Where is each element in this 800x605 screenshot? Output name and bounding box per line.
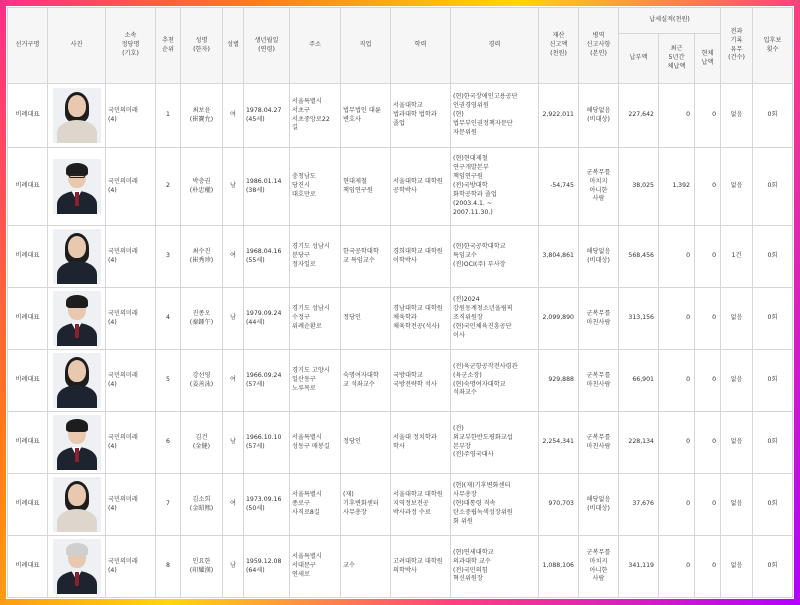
party-cell: 국민의미래 (4) [106,84,156,148]
gender-cell: 남 [223,536,244,598]
order-cell: 5 [156,350,181,412]
career-cell: (현)연세대학교 의과대학 교수 (전)국민의힘 혁신위원장 [451,536,539,598]
photo-cell [48,350,106,412]
photo-cell [48,412,106,474]
birth-cell: 1986.01.14 (38세) [244,148,290,226]
tax-paid-cell: 568,456 [619,226,659,288]
criminal-cell: 없음 [721,148,753,226]
education-cell: 국방대학교 국방전략학 석사 [391,350,451,412]
birth-cell: 1959.12.08 (64세) [244,536,290,598]
address-cell: 경기도 고양시 일산동구 노루목로 [290,350,341,412]
candidate-photo [53,539,101,594]
birth-cell: 1979.09.24 (44세) [244,288,290,350]
education-cell: 서울대학교 대학원 지역정보전공 박사과정 수료 [391,474,451,536]
assets-cell: -54,745 [539,148,579,226]
tax-recent-cell: 0 [659,474,695,536]
header-address: 주소 [290,8,341,84]
tax-current-cell: 0 [695,288,721,350]
candidate-photo [53,291,101,346]
photo-cell [48,536,106,598]
tax-paid-cell: 37,676 [619,474,659,536]
order-cell: 2 [156,148,181,226]
gender-cell: 여 [223,474,244,536]
criminal-cell: 없음 [721,536,753,598]
header-runs: 입후보 횟수 [753,8,793,84]
party-cell: 국민의미래 (4) [106,288,156,350]
header-career: 경력 [451,8,539,84]
header-job: 직업 [341,8,391,84]
header-photo: 사진 [48,8,106,84]
name-cell: 김건 (金健) [181,412,223,474]
address-cell: 경기도 성남시 수정구 위례순환로 [290,288,341,350]
job-cell: 현대제철 책임연구원 [341,148,391,226]
education-cell: 서울대학교 법과대학 법학과 졸업 [391,84,451,148]
tax-recent-cell: 0 [659,412,695,474]
assets-cell: 2,922,011 [539,84,579,148]
photo-cell [48,226,106,288]
assets-cell: 929,888 [539,350,579,412]
education-cell: 서울대학교 대학원 공학박사 [391,148,451,226]
tax-paid-cell: 228,134 [619,412,659,474]
candidate-photo [53,159,101,214]
job-cell: (재) 기후변화센터 사무총장 [341,474,391,536]
table-row [8,226,793,288]
tax-current-cell: 0 [695,412,721,474]
header-gender: 성별 [223,8,244,84]
gender-cell: 여 [223,84,244,148]
tax-paid-cell: 227,642 [619,84,659,148]
criminal-cell: 없음 [721,412,753,474]
district-cell: 비례대표 [8,148,48,226]
gender-cell: 남 [223,148,244,226]
table-row [8,536,793,598]
military-cell: 군복무를 마친사람 [579,288,619,350]
table-row [8,84,793,148]
runs-cell: 0회 [753,350,793,412]
career-cell: (전) 외교부한반도평화교섭 본부장 (전)주영국대사 [451,412,539,474]
tax-current-cell: 0 [695,350,721,412]
gender-cell: 여 [223,226,244,288]
party-cell: 국민의미래 (4) [106,148,156,226]
header-district: 선거구명 [8,8,48,84]
header-order: 추천 순위 [156,8,181,84]
tax-paid-cell: 66,901 [619,350,659,412]
criminal-cell: 없음 [721,474,753,536]
header-birth: 생년월일 (연령) [244,8,290,84]
education-cell: 경희대학교 대학원 이학박사 [391,226,451,288]
tax-recent-cell: 0 [659,84,695,148]
order-cell: 1 [156,84,181,148]
gender-cell: 남 [223,412,244,474]
header-tax-recent: 최근 5년간 체납액 [659,34,695,84]
education-cell: 경남대학교 대학원 체육학과 체육학전공(석사) [391,288,451,350]
table-row [8,350,793,412]
military-cell: 해당없음 (비대상) [579,226,619,288]
district-cell: 비례대표 [8,350,48,412]
assets-cell: 2,099,890 [539,288,579,350]
party-cell: 국민의미래 (4) [106,226,156,288]
career-cell: (전)2024 강원동계청소년올림픽 조직위원장 (현)국민체육진흥공단 이사 [451,288,539,350]
header-tax-paid: 납부액 [619,34,659,84]
job-cell: 교수 [341,536,391,598]
education-cell: 서울대 정치학과 학사 [391,412,451,474]
tax-paid-cell: 38,025 [619,148,659,226]
table-row [8,412,793,474]
party-cell: 국민의미래 (4) [106,350,156,412]
district-cell: 비례대표 [8,536,48,598]
birth-cell: 1966.09.24 (57세) [244,350,290,412]
runs-cell: 0회 [753,412,793,474]
address-cell: 충청남도 당진시 대호만로 [290,148,341,226]
assets-cell: 970,703 [539,474,579,536]
tax-recent-cell: 0 [659,350,695,412]
order-cell: 3 [156,226,181,288]
tax-current-cell: 0 [695,226,721,288]
candidate-table [7,7,793,598]
order-cell: 4 [156,288,181,350]
order-cell: 6 [156,412,181,474]
candidate-sheet [6,6,794,599]
header-education: 학력 [391,8,451,84]
address-cell: 경기도 성남시 분당구 정자일로 [290,226,341,288]
military-cell: 군복무를 마치지 아니한 사람 [579,148,619,226]
runs-cell: 0회 [753,148,793,226]
header-tax-current: 현체 납액 [695,34,721,84]
header-military: 병역 신고사항 (본인) [579,8,619,84]
gender-cell: 남 [223,288,244,350]
table-row [8,474,793,536]
address-cell: 서울특별시 종로구 사직로8길 [290,474,341,536]
career-cell: (현)한국공학대학교 특임교수 (전)OCI(주) 부사장 [451,226,539,288]
runs-cell: 0회 [753,226,793,288]
assets-cell: 2,254,341 [539,412,579,474]
career-cell: (현)한국장애인고용공단 인권경영위원 (현) 법무부인권정책자문단 자문위원 [451,84,539,148]
tax-paid-cell: 341,119 [619,536,659,598]
tax-current-cell: 0 [695,474,721,536]
military-cell: 해당없음 (비대상) [579,474,619,536]
tax-recent-cell: 1,392 [659,148,695,226]
address-cell: 서울특별시 서대문구 연세로 [290,536,341,598]
district-cell: 비례대표 [8,474,48,536]
candidate-photo [53,353,101,408]
tax-paid-cell: 313,156 [619,288,659,350]
runs-cell: 0회 [753,536,793,598]
address-cell: 서울특별시 성동구 매봉길 [290,412,341,474]
birth-cell: 1978.04.27 (45세) [244,84,290,148]
job-cell: 숙명여자대학 교 석좌교수 [341,350,391,412]
name-cell: 김소희 (金昭熙) [181,474,223,536]
military-cell: 군복무를 마치지 아니한 사람 [579,536,619,598]
header-tax-group: 납세실적(천원) [619,8,721,34]
district-cell: 비례대표 [8,84,48,148]
candidate-photo [53,229,101,284]
order-cell: 7 [156,474,181,536]
header-assets: 재산 신고액 (천원) [539,8,579,84]
criminal-cell: 없음 [721,84,753,148]
birth-cell: 1973.09.16 (50세) [244,474,290,536]
job-cell: 한국공학대학 교 특임교수 [341,226,391,288]
district-cell: 비례대표 [8,288,48,350]
name-cell: 진종오 (秦鍾午) [181,288,223,350]
job-cell: 정당인 [341,288,391,350]
military-cell: 군복무를 마친사람 [579,350,619,412]
party-cell: 국민의미래 (4) [106,412,156,474]
party-cell: 국민의미래 (4) [106,536,156,598]
criminal-cell: 없음 [721,350,753,412]
runs-cell: 0회 [753,288,793,350]
job-cell: 정당인 [341,412,391,474]
criminal-cell: 1건 [721,226,753,288]
tax-recent-cell: 0 [659,536,695,598]
candidate-photo [53,477,101,532]
address-cell: 서울특별시 서초구 서초중앙로22 길 [290,84,341,148]
header-party: 소속 정당명 (기호) [106,8,156,84]
table-row [8,288,793,350]
table-row [8,148,793,226]
birth-cell: 1966.10.10 (57세) [244,412,290,474]
tax-current-cell: 0 [695,536,721,598]
candidate-photo [53,88,101,143]
military-cell: 군복무를 마친사람 [579,412,619,474]
runs-cell: 0회 [753,474,793,536]
name-cell: 박충권 (朴忠權) [181,148,223,226]
assets-cell: 1,088,106 [539,536,579,598]
name-cell: 강선영 (姜善泳) [181,350,223,412]
candidate-photo [53,415,101,470]
career-cell: (현)(재)기후변화센터 사무총장 (현)대통령 직속 탄소중립녹색성장위원 회 위원 [451,474,539,536]
order-cell: 8 [156,536,181,598]
career-cell: (현)현대제철 연구개발본부 책임연구원 (전)국방대학 화학공학과 졸업 (2003.4.1. ~ 2007.11.30.) [451,148,539,226]
criminal-cell: 없음 [721,288,753,350]
photo-cell [48,288,106,350]
photo-cell [48,84,106,148]
district-cell: 비례대표 [8,412,48,474]
tax-recent-cell: 0 [659,226,695,288]
photo-cell [48,148,106,226]
runs-cell: 0회 [753,84,793,148]
header-name: 성명 (한자) [181,8,223,84]
tax-current-cell: 0 [695,84,721,148]
assets-cell: 3,804,861 [539,226,579,288]
gender-cell: 여 [223,350,244,412]
photo-cell [48,474,106,536]
job-cell: 법무법인 대륜 변호사 [341,84,391,148]
header-criminal: 전과 기록 유무 (건수) [721,8,753,84]
name-cell: 최수진 (崔秀珍) [181,226,223,288]
name-cell: 인요한 (印耀漢) [181,536,223,598]
tax-recent-cell: 0 [659,288,695,350]
military-cell: 해당없음 (비대상) [579,84,619,148]
district-cell: 비례대표 [8,226,48,288]
birth-cell: 1968.04.16 (55세) [244,226,290,288]
name-cell: 최보윤 (崔寶允) [181,84,223,148]
table-body [8,84,793,598]
tax-current-cell: 0 [695,148,721,226]
party-cell: 국민의미래 (4) [106,474,156,536]
education-cell: 고려대학교 대학원 의학박사 [391,536,451,598]
career-cell: (전)육군항공작전사령관 (육군소장) (현)숙명여자대학교 석좌교수 [451,350,539,412]
